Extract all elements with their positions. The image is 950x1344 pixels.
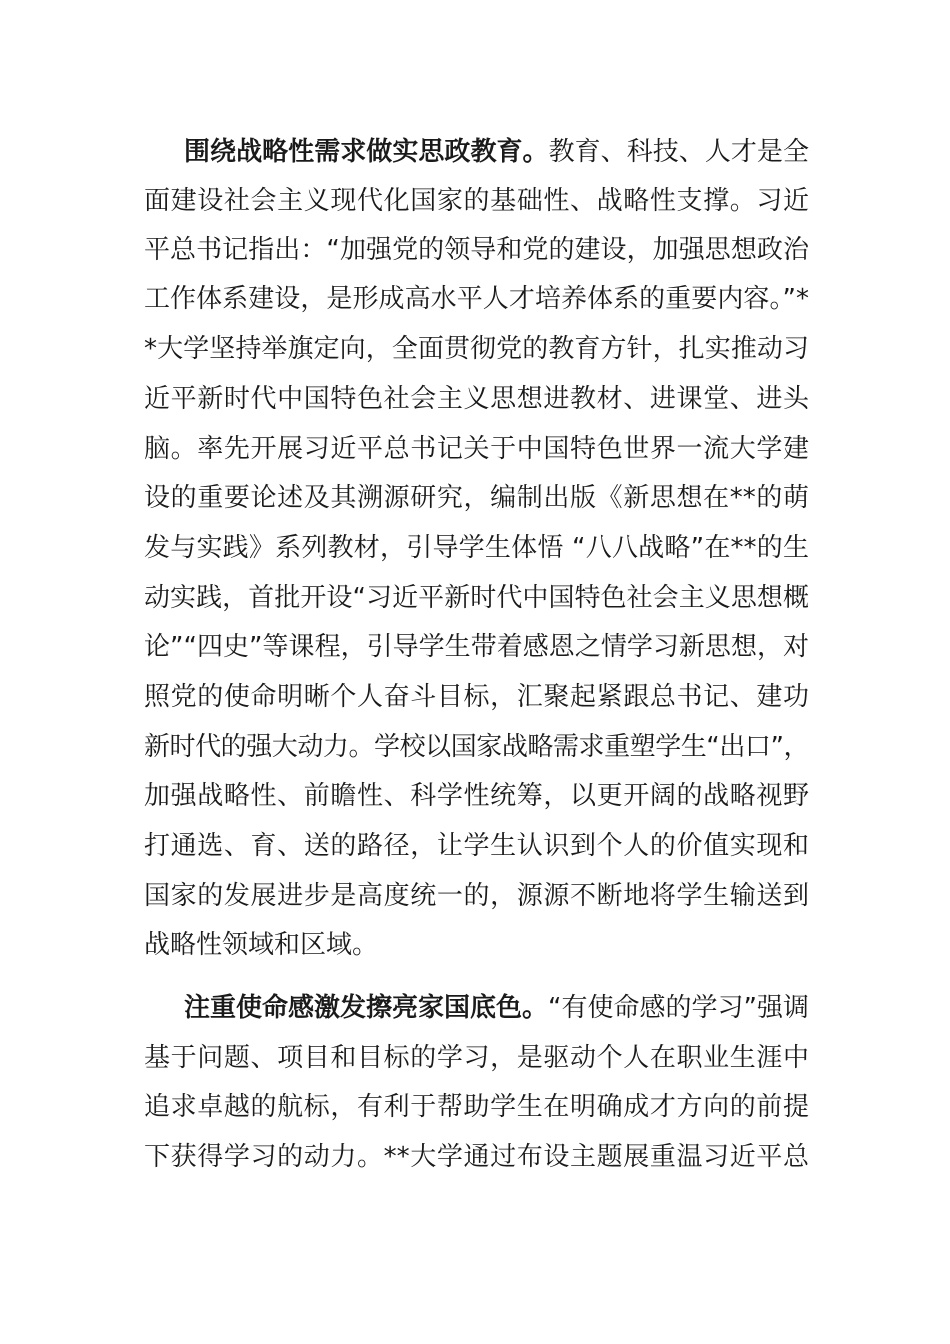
paragraph-1-line-9: 发与实践》系列教材，引导学生体悟 “八八战略”在**的生 [144,533,809,563]
paragraph-1-line-2: 面建设社会主义现代化国家的基础性、战略性支撑。习近 [144,186,809,216]
paragraph-1-line-13: 新时代的强大动力。学校以国家战略需求重塑学生“出口”， [144,732,809,762]
paragraph-2-line-4: 下获得学习的动力。**大学通过布设主题展重温习近平总 [144,1142,809,1172]
paragraph-2-heading: 注重使命感激发擦亮家国底色。 [184,993,549,1023]
paragraph-2-line-2: 基于问题、项目和目标的学习，是驱动个人在职业生涯中 [144,1043,809,1073]
paragraph-1-line-1 [184,127,809,177]
paragraph-1-line-11: 论”“四史”等课程，引导学生带着感恩之情学习新思想，对 [144,632,809,662]
paragraph-1-line-12: 照党的使命明晰个人奋斗目标，汇聚起紧跟总书记、建功 [144,682,809,712]
paragraph-1-line-8: 设的重要论述及其溯源研究，编制出版《新思想在**的萌 [144,483,809,513]
paragraph-2-text: “有使命感的学习”强调 [548,993,809,1023]
paragraph-2-line-3: 追求卓越的航标，有利于帮助学生在明确成才方向的前提 [144,1092,809,1122]
paragraph-1-line-14: 加强战略性、前瞻性、科学性统筹，以更开阔的战略视野 [144,781,809,811]
paragraph-1-line-16: 国家的发展进步是高度统一的，源源不断地将学生输送到 [144,881,809,911]
paragraph-1-line-15: 打通选、育、送的路径，让学生认识到个人的价值实现和 [144,831,809,861]
paragraph-1-line-10: 动实践，首批开设“习近平新时代中国特色社会主义思想概 [144,583,809,613]
paragraph-1-heading: 围绕战略性需求做实思政教育。 [184,137,549,167]
paragraph-1-line-17: 战略性领域和区域。 [144,930,379,960]
paragraph-2-line-1 [184,983,809,1033]
paragraph-1-line-5: *大学坚持举旗定向，全面贯彻党的教育方针，扎实推动习 [144,334,809,364]
paragraph-1-text: 教育、科技、人才是全 [548,137,809,167]
paragraph-1-line-3: 平总书记指出：“加强党的领导和党的建设，加强思想政治 [144,235,809,265]
paragraph-1-line-7: 脑。率先开展习近平总书记关于中国特色世界一流大学建 [144,434,809,464]
paragraph-1-line-4: 工作体系建设，是形成高水平人才培养体系的重要内容。”* [144,284,809,314]
paragraph-1-line-6: 近平新时代中国特色社会主义思想进教材、进课堂、进头 [144,384,809,414]
